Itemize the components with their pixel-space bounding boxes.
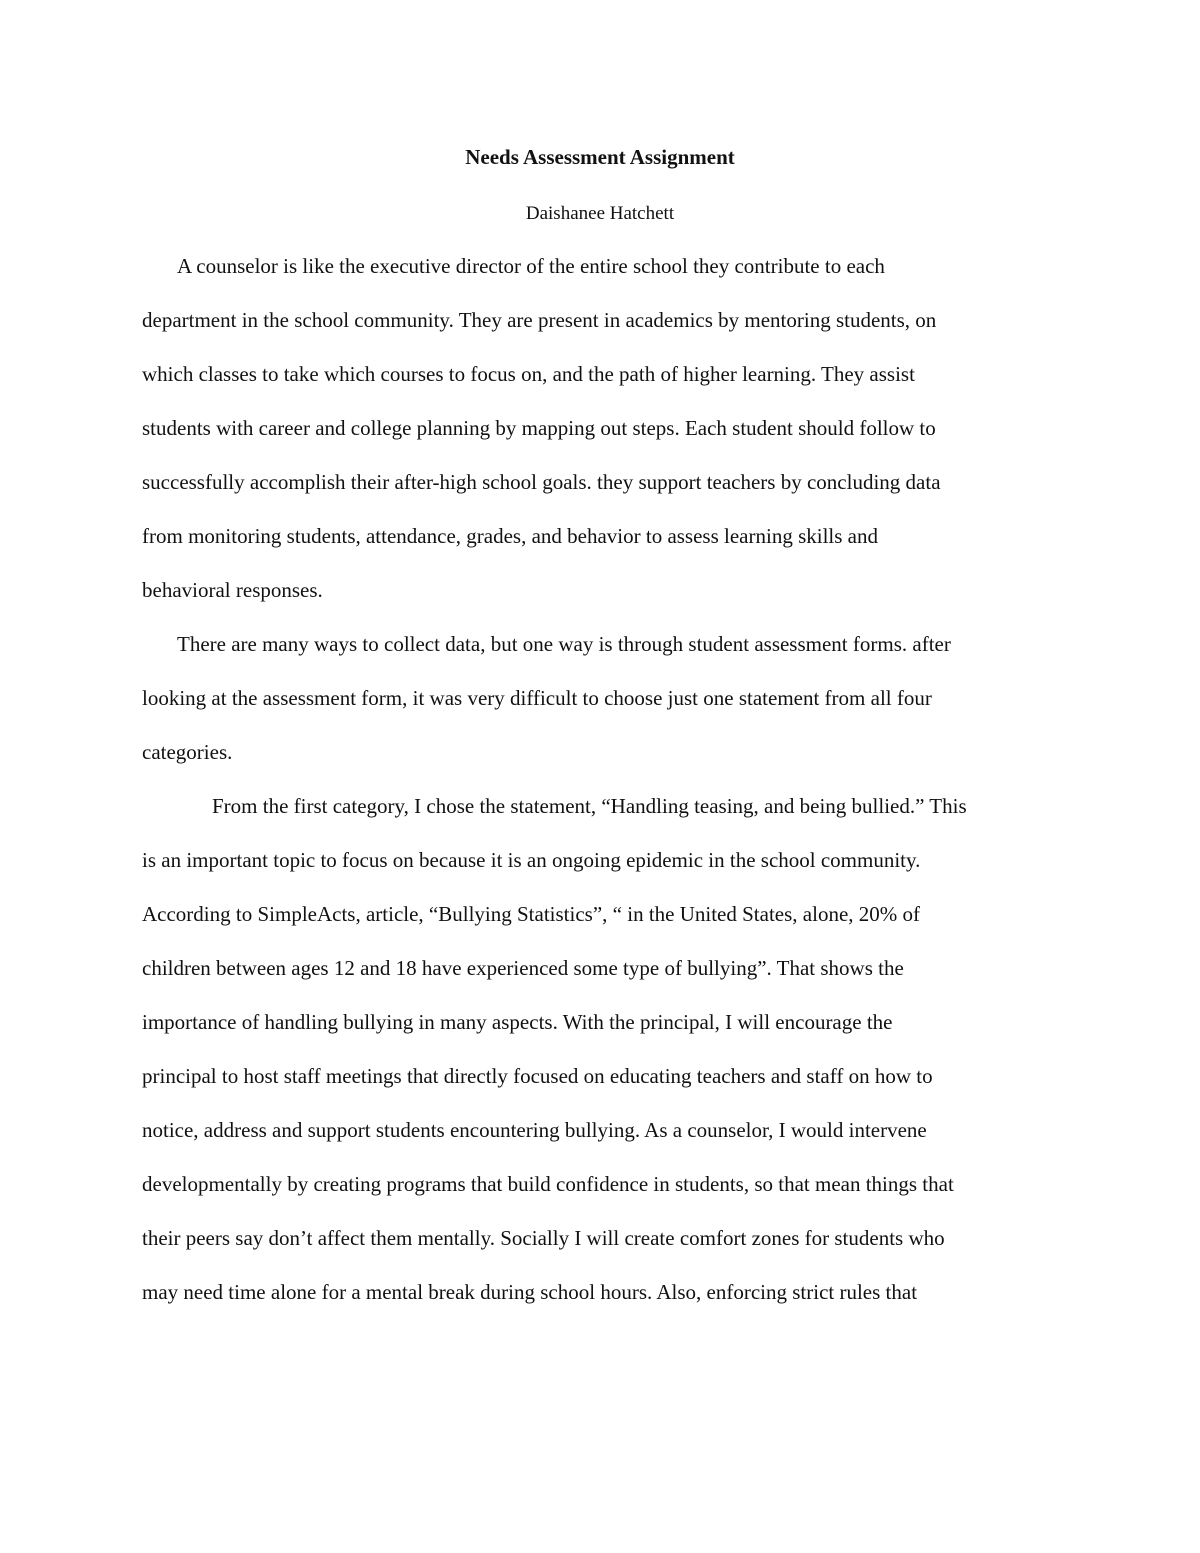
document-title: Needs Assessment Assignment <box>465 145 735 169</box>
paragraph-2-line-2: looking at the assessment form, it was very difficult to choose just one statement from all four <box>142 686 932 710</box>
paragraph-3-line-8: developmentally by creating programs that build confidence in students, so that mean things that <box>142 1172 954 1196</box>
paragraph-2-line-1: There are many ways to collect data, but one way is through student assessment forms. after <box>177 632 951 656</box>
paragraph-3-line-9: their peers say don’t affect them mentally. Socially I will create comfort zones for students who <box>142 1226 945 1250</box>
paragraph-1-line-2: department in the school community. They are present in academics by mentoring students, on <box>142 308 937 332</box>
author-name: Daishanee Hatchett <box>525 203 675 224</box>
paragraph-3-line-7: notice, address and support students encountering bullying. As a counselor, I would intervene <box>142 1118 927 1142</box>
paragraph-1-line-6: from monitoring students, attendance, grades, and behavior to assess learning skills and <box>142 524 878 548</box>
paragraph-3-line-1: From the first category, I chose the statement, “Handling teasing, and being bullied.” This <box>212 794 967 818</box>
paragraph-3-line-6: principal to host staff meetings that directly focused on educating teachers and staff on how to <box>142 1064 933 1088</box>
paragraph-3-line-5: importance of handling bullying in many aspects. With the principal, I will encourage the <box>142 1010 893 1034</box>
paragraph-3-line-2: is an important topic to focus on because it is an ongoing epidemic in the school community. <box>142 848 921 872</box>
paragraph-3-line-3: According to SimpleActs, article, “Bullying Statistics”, “ in the United States, alone, 20% of <box>142 902 921 926</box>
paragraph-1-line-5: successfully accomplish their after-high school goals. they support teachers by concluding data <box>142 470 941 494</box>
paragraph-3-line-4: children between ages 12 and 18 have experienced some type of bullying”. That shows the <box>142 956 904 980</box>
paragraph-1-line-3: which classes to take which courses to focus on, and the path of higher learning. They assist <box>142 362 915 386</box>
paragraph-3-line-10: may need time alone for a mental break during school hours. Also, enforcing strict rules that <box>142 1280 918 1304</box>
paragraph-1-line-4: students with career and college planning by mapping out steps. Each student should follow to <box>142 416 936 440</box>
paragraph-1-line-1: A counselor is like the executive director of the entire school they contribute to each <box>177 254 885 278</box>
paragraph-1-line-7: behavioral responses. <box>142 578 323 602</box>
paragraph-2-line-3: categories. <box>142 740 233 764</box>
